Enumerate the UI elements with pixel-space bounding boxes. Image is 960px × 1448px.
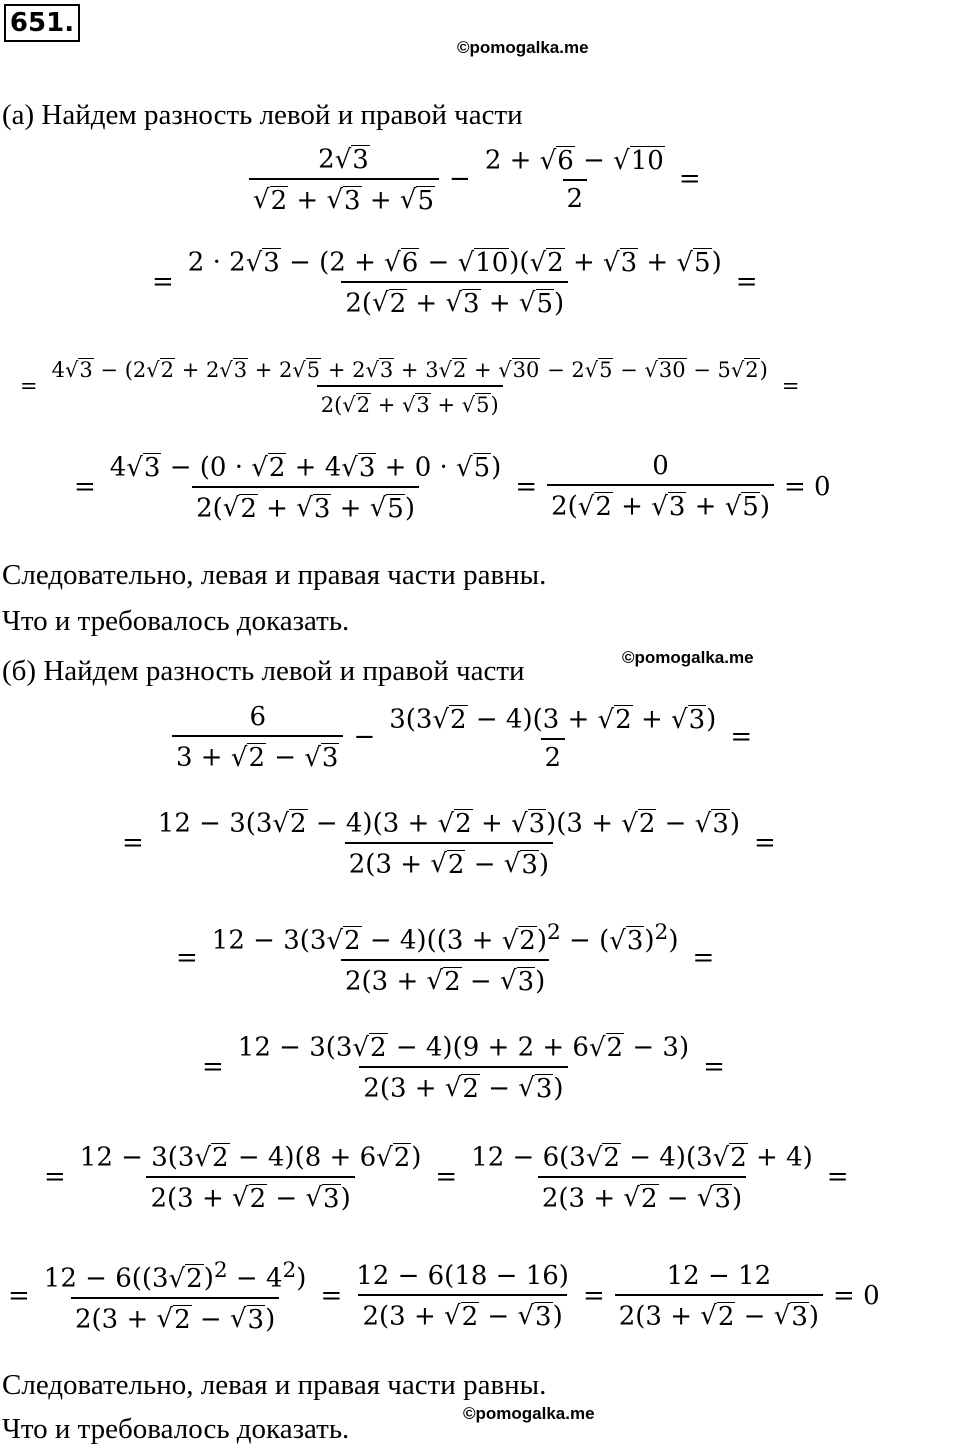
equation-a-line-1: 2 √ 3 √ 2 + √ 3 + √ 5 − 2 + √ 6 − √ 10 2 = <box>245 142 707 215</box>
equation-b-line-6: = 12 − 6((3 √ 2 )$^2 - 4^2$) 2(3 + √ 2 − √ 3 ) = 12 − 6(18 − 16) 2(3 + √ 2 − √ 3 ) = 12 − 12 2(3 + √ 2 − √ 3 ) = 0 <box>8 1258 880 1335</box>
equation-a-line-4: = 4 √ 3 − (0 · √ 2 + 4 √ 3 + 0 · √ 5 ) 2( √ 2 + √ 3 + √ 5 ) = 0 2( √ 2 + √ 3 + √ 5 ) = 0 <box>74 451 831 524</box>
equation-b-line-5: = 12 − 3(3 √ 2 − 4)(8 + 6 √ 2 ) 2(3 + √ 2 − √ 3 ) = 12 − 6(3 √ 2 − 4)(3 √ 2 + 4) 2(3 + √ 2 − √ 3 ) = <box>44 1142 849 1214</box>
equation-b-line-4: = 12 − 3(3 √ 2 − 4)(9 + 2 + 6 √ 2 − 3) 2(3 + √ 2 − √ 3 ) = <box>202 1032 725 1104</box>
part-b-qed: Что и требовалось доказать. <box>2 1413 350 1445</box>
watermark: ©pomogalka.me <box>622 648 754 667</box>
equation-a-line-3: = 4 √ 3 − (2 √ 2 + 2 √ 3 + 2 √ 5 + 2 √ 3 + 3 √ 2 + √ 30 − 2 √ 5 − √ 30 − 5 √ 2 ) 2( √ 2 + √ 3 + √ 5 ) = <box>20 358 800 418</box>
equation-b-line-2: = 12 − 3(3 √ 2 − 4)(3 + √ 2 + √ 3 )(3 + √ 2 − √ 3 ) 2(3 + √ 2 − √ 3 ) = <box>122 808 776 880</box>
equation-b-line-3: = 12 − 3(3 √ 2 − 4)((3 + √ 2 )$^2$ − ( √ 3 )$^2$) 2(3 + √ 2 − √ 3 ) = <box>176 920 715 997</box>
watermark: ©pomogalka.me <box>463 1404 595 1423</box>
part-b-heading: (б) Найдем разность левой и правой части <box>2 655 525 687</box>
part-b-conclusion: Следовательно, левая и правая части равны. <box>2 1369 547 1401</box>
problem-number: 651. <box>4 4 80 42</box>
equation-a-line-2: = 2 · 2 √ 3 − (2 + √ 6 − √ 10 )( √ 2 + √ 3 + √ 5 ) 2( √ 2 + √ 3 + √ 5 ) = <box>152 247 758 319</box>
part-a-qed: Что и требовалось доказать. <box>2 605 350 637</box>
part-a-conclusion: Следовательно, левая и правая части равны. <box>2 559 547 591</box>
watermark: ©pomogalka.me <box>457 38 589 57</box>
equation-b-line-1: 6 3 + √ 2 − √ 3 − 3(3 √ 2 − 4)(3 + √ 2 + √ 3 ) 2 = <box>168 702 758 773</box>
part-a-heading: (а) Найдем разность левой и правой части <box>2 99 523 131</box>
